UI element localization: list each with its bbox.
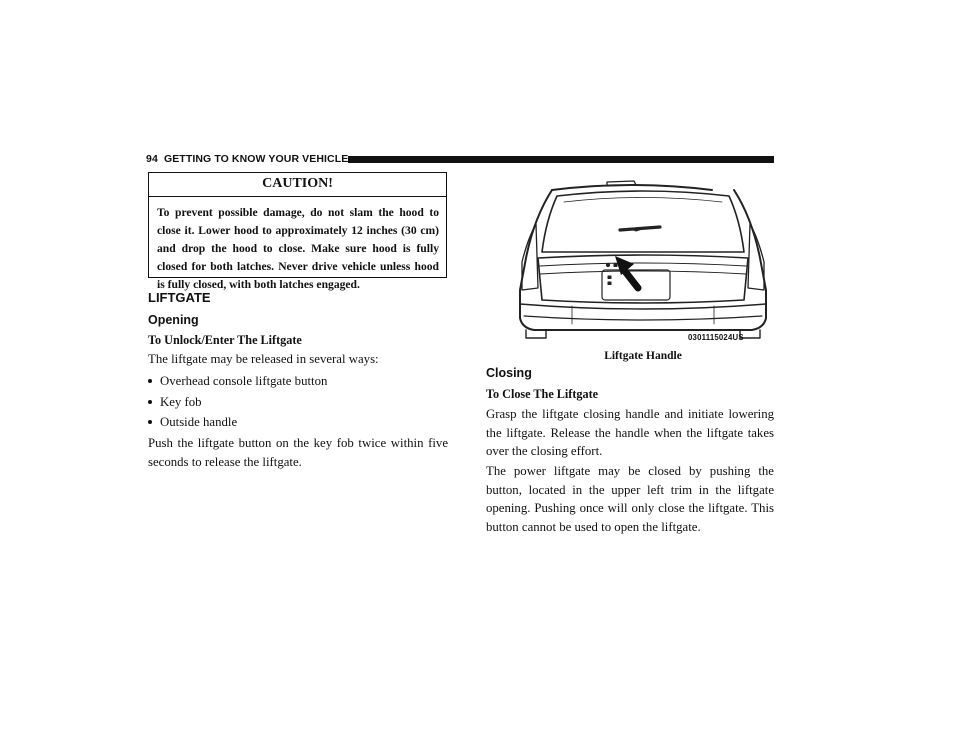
figure-code: 0301115024US	[688, 333, 744, 342]
procedure-title-close: To Close The Liftgate	[486, 387, 599, 401]
caution-box	[148, 172, 447, 291]
page-number: 94	[146, 153, 158, 165]
closing-paragraph-1: Grasp the liftgate closing handle and initiate lowering the liftgate. Release the handle when the liftgate takes over the closing effort.	[486, 407, 774, 458]
key-fob-note: Push the liftgate button on the key fob twice within five seconds to release the liftgate.	[148, 436, 448, 469]
list-item: Outside handle	[148, 413, 327, 434]
header-rule	[348, 156, 774, 163]
section-title: GETTING TO KNOW YOUR VEHICLE	[163, 153, 349, 165]
list-item: Overhead console liftgate button	[148, 372, 327, 393]
caution-body: To prevent possible damage, do not slam the hood to close it. Lower hood to approximately 12 inches (30 cm) and drop the hood to close. Make sure hood is fully closed for both latches. Never drive vehicle unless hood is fully closed, with both latches engaged.	[157, 206, 439, 291]
procedure-title-unlock: To Unlock/Enter The Liftgate	[148, 333, 302, 347]
list-item: Key fob	[148, 393, 327, 414]
liftgate-illustration	[512, 178, 774, 350]
page-header	[146, 152, 774, 166]
intro-text: The liftgate may be released in several ways:	[148, 352, 379, 366]
section-heading-liftgate: LIFTGATE	[148, 290, 211, 305]
subheading-closing: Closing	[486, 366, 532, 380]
closing-paragraph-2: The power liftgate may be closed by pushing the button, located in the upper left trim in the liftgate opening. Pushing once will only close the liftgate. This button cannot be used to open the liftgate.	[486, 464, 774, 534]
pointer-arrow-icon	[615, 256, 638, 288]
release-methods-list	[148, 372, 327, 434]
caution-title: CAUTION!	[149, 173, 446, 197]
subheading-opening: Opening	[148, 313, 199, 327]
figure-caption: Liftgate Handle	[604, 350, 682, 362]
page-header-text	[146, 153, 348, 165]
